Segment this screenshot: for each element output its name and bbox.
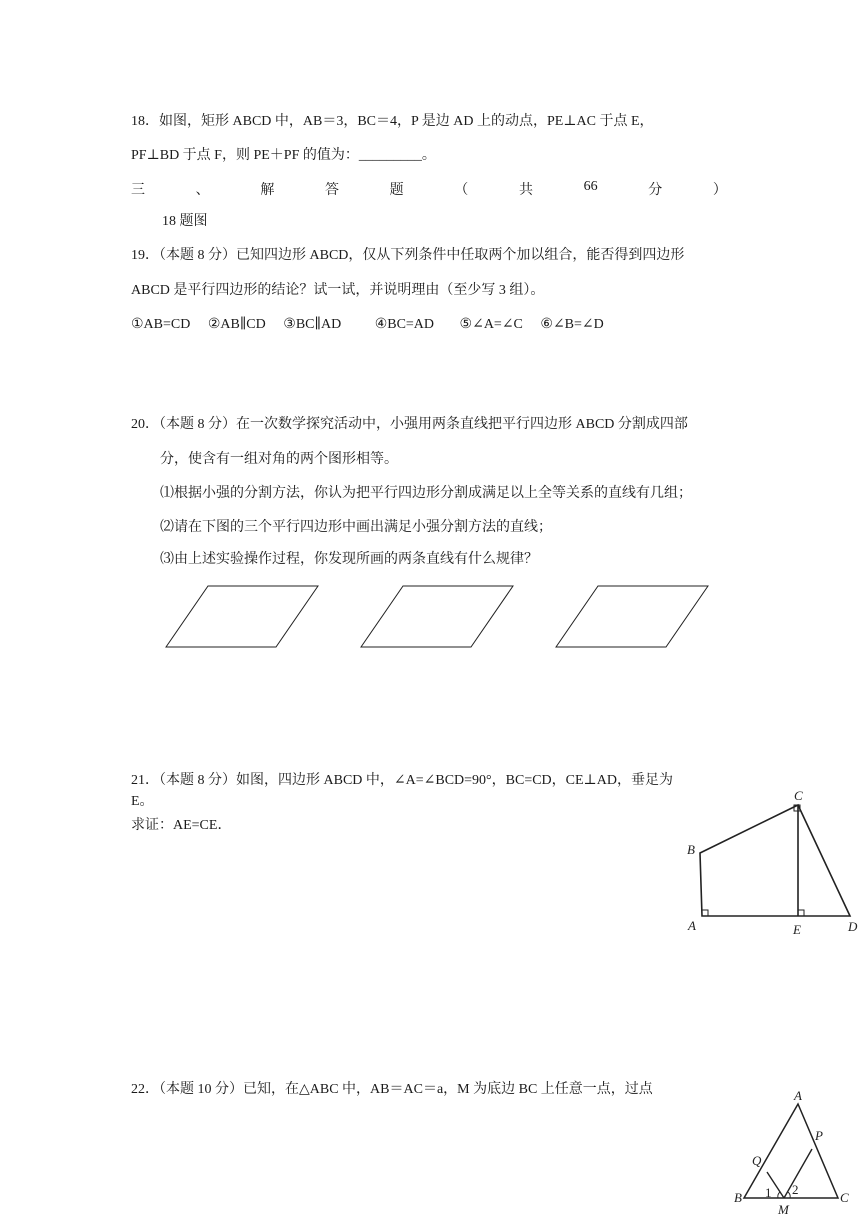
label-c: C	[794, 788, 803, 803]
heading-char: 解	[260, 183, 275, 198]
heading-char: 题	[389, 183, 404, 198]
label-m: M	[778, 1202, 789, 1216]
q20-sub3: ⑶由上述实验操作过程，你发现所画的两条直线有什么规律？	[160, 552, 538, 567]
angle-arc-2	[788, 1192, 790, 1198]
q18-line1: 18．如图，矩形 ABCD 中，AB＝3，BC＝4，P 是边 AD 上的动点，PE⊥AC 于点 E，	[131, 114, 654, 129]
q19-line2: ABCD 是平行四边形的结论？试一试，并说明理由（至少写 3 组）。	[131, 283, 545, 298]
heading-char: 分	[648, 183, 663, 198]
q19-option: ④BC=AD	[374, 317, 435, 332]
label-e: E	[793, 922, 801, 937]
q21-line3: 求证：AE=CE．	[131, 818, 232, 833]
label-angle-2: 2	[792, 1182, 799, 1197]
q21-line1: 21．（本题 8 分）如图，四边形 ABCD 中，∠A=∠BCD=90°，BC=CD，CE⊥AD，垂足为	[131, 773, 673, 788]
label-a: A	[794, 1088, 802, 1103]
triangle-abc-figure	[728, 1088, 858, 1216]
heading-char: 66	[583, 179, 598, 194]
parallelogram-1	[166, 586, 318, 647]
quadrilateral-abcd	[700, 805, 850, 916]
angle-arc-1	[778, 1192, 780, 1198]
q19-line1: 19．（本题 8 分）已知四边形 ABCD，仅从下列条件中任取两个加以组合，能否得到四边形	[131, 248, 685, 263]
label-b: B	[687, 842, 695, 857]
parallelogram-2	[361, 586, 513, 647]
q18-line2: PF⊥BD 于点 F，则 PE＋PF 的值为：_________。	[131, 148, 436, 163]
q22-line1: 22．（本题 10 分）已知，在△ABC 中，AB＝AC＝a，M 为底边 BC 上任意一点，过点	[131, 1082, 653, 1097]
heading-char: （	[454, 183, 469, 198]
label-a: A	[688, 918, 696, 933]
heading-char: 、	[195, 183, 210, 198]
q19-option: ②AB∥CD	[207, 317, 266, 332]
q19-option: ⑥∠B=∠D	[540, 317, 604, 332]
label-p: P	[815, 1128, 823, 1143]
q20-sub1: ⑴根据小强的分割方法，你认为把平行四边形分割成满足以上全等关系的直线有几组；	[160, 486, 692, 501]
q19-option: ①AB=CD	[131, 317, 191, 332]
label-b: B	[734, 1190, 742, 1205]
q20-line1: 20．（本题 8 分）在一次数学探究活动中，小强用两条直线把平行四边形 ABCD 分割成四部	[131, 417, 688, 432]
triangle-abc	[744, 1104, 838, 1198]
label-d: D	[848, 919, 858, 934]
q20-sub2: ⑵请在下图的三个平行四边形中画出满足小强分割方法的直线；	[160, 520, 552, 535]
q21-line2: E。	[131, 794, 154, 809]
parallelogram-3	[556, 586, 708, 647]
label-c: C	[840, 1190, 849, 1205]
fig18-caption: 18 题图	[162, 214, 208, 229]
q19-option: ③BC∥AD	[283, 317, 342, 332]
heading-char: ）	[712, 183, 727, 198]
heading-char: 三	[131, 183, 145, 198]
right-angle-mark-e	[798, 910, 804, 916]
right-angle-mark-a	[702, 910, 708, 916]
q20-line2: 分，使含有一组对角的两个图形相等。	[160, 452, 398, 467]
label-angle-1: 1	[765, 1185, 772, 1200]
label-q: Q	[752, 1153, 762, 1168]
heading-char: 答	[324, 183, 339, 198]
quadrilateral-abcd-figure	[680, 785, 860, 940]
q19-option: ⑤∠A=∠C	[459, 317, 523, 332]
heading-char: 共	[518, 183, 533, 198]
